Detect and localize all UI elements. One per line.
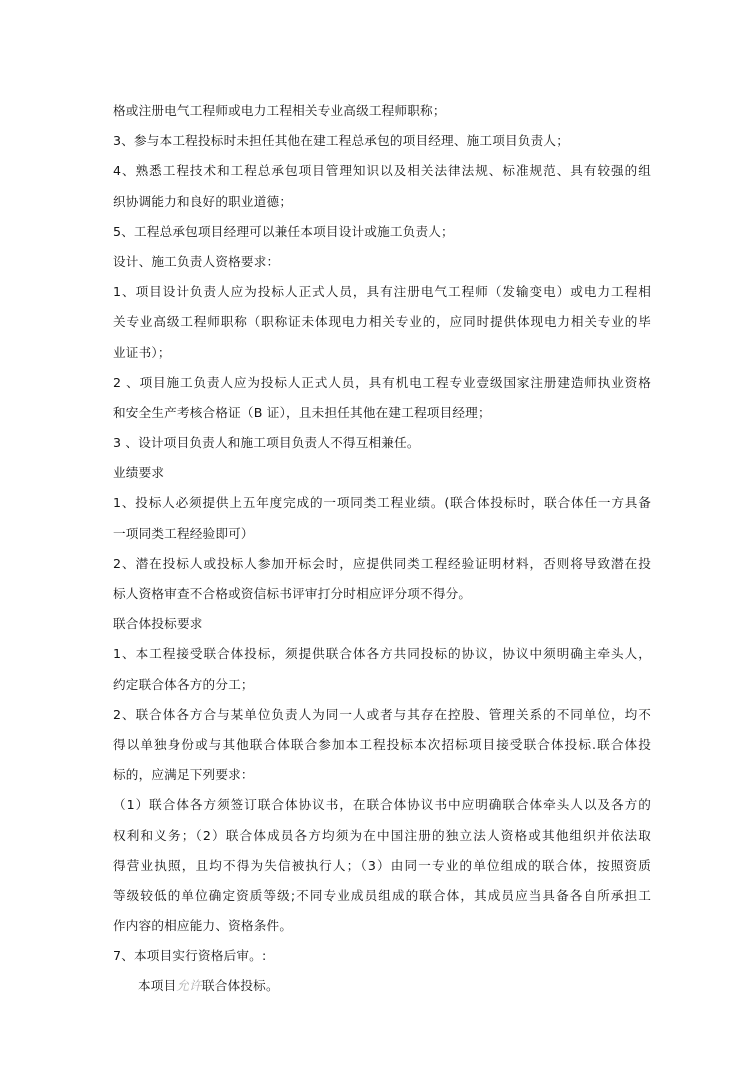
text-line: 和安全生产考核合格证（B 证），且未担任其他在建工程项目经理； bbox=[113, 404, 491, 420]
text-line: 4、熟悉工程技术和工程总承包项目管理知识以及相关法律法规、标准规范、具有较强的组 bbox=[113, 163, 651, 179]
text-line: 2、潜在投标人或投标人参加开标会时，应提供同类工程经验证明材料，否则将导致潜在投 bbox=[113, 555, 651, 571]
section-heading: 业绩要求 bbox=[113, 465, 165, 481]
section-heading: 设计、施工负责人资格要求： bbox=[113, 253, 280, 269]
text-line: 权利和义务；（2）联合体成员各方均须为在中国注册的独立法人资格或其他组织并依法取 bbox=[113, 827, 651, 843]
text-line: 关专业高级工程师职称（职称证未体现电力相关专业的，应同时提供体现电力相关专业的毕 bbox=[113, 314, 651, 330]
final-statement bbox=[113, 971, 651, 1001]
text-line: 一项同类工程经验即可） bbox=[113, 525, 254, 541]
text-line: 格或注册电气工程师或电力工程相关专业高级工程师职称； bbox=[113, 103, 446, 118]
text-line: 作内容的相应能力、资格条件。 bbox=[113, 918, 293, 934]
text-line: 标人资格审查不合格或资信标书评审打分时相应评分项不得分。 bbox=[113, 586, 472, 601]
text-line: 1、投标人必须提供上五年度完成的一项同类工程业绩。(联合体投标时，联合体任一方具备 bbox=[113, 495, 651, 511]
text-line: 得以单独身份或与其他联合体联合参加本工程投标本次招标项目接受联合体投标.联合体投 bbox=[113, 736, 651, 752]
text-line: 业证书）； bbox=[113, 344, 171, 360]
final-suffix: 联合体投标。 bbox=[201, 978, 279, 994]
text-line: 约定联合体各方的分工； bbox=[113, 676, 254, 692]
final-prefix: 本项目 bbox=[138, 978, 177, 994]
text-line: 3、参与本工程投标时未担任其他在建工程总承包的项目经理、施工项目负责人； bbox=[113, 133, 569, 149]
text-line: （1）联合体各方须签订联合体协议书，在联合体协议书中应明确联合体牵头人以及各方的 bbox=[113, 797, 651, 813]
text-line: 得营业执照，且均不得为失信被执行人；（3）由同一专业的单位组成的联合体，按照资质 bbox=[113, 857, 651, 873]
text-line: 2、联合体各方合与某单位负责人为同一人或者与其存在控股、管理关系的不同单位，均不 bbox=[113, 706, 651, 722]
text-line: 织协调能力和良好的职业道德； bbox=[113, 193, 293, 209]
text-line: 7、本项目实行资格后审。: bbox=[113, 948, 267, 964]
text-line: 标的，应满足下列要求： bbox=[113, 767, 254, 783]
section-heading: 联合体投标要求 bbox=[113, 616, 203, 632]
handwritten-fill-in: 允许 bbox=[176, 978, 202, 994]
text-line: 5、工程总承包项目经理可以兼任本项目设计或施工负责人； bbox=[113, 223, 454, 239]
text-line: 等级较低的单位确定资质等级;不同专业成员组成的联合体，其成员应当具备各自所承担工 bbox=[113, 887, 651, 903]
text-line: 3 、设计项目负责人和施工项目负责人不得互相兼任。 bbox=[113, 435, 420, 451]
text-line: 1、本工程接受联合体投标，须提供联合体各方共同投标的协议，协议中须明确主牵头人， bbox=[113, 646, 651, 662]
text-line: 1、项目设计负责人应为投标人正式人员，具有注册电气工程师（发输变电）或电力工程相 bbox=[113, 284, 651, 300]
text-line: 2 、项目施工负责人应为投标人正式人员，具有机电工程专业壹级国家注册建造师执业资格 bbox=[113, 374, 651, 390]
